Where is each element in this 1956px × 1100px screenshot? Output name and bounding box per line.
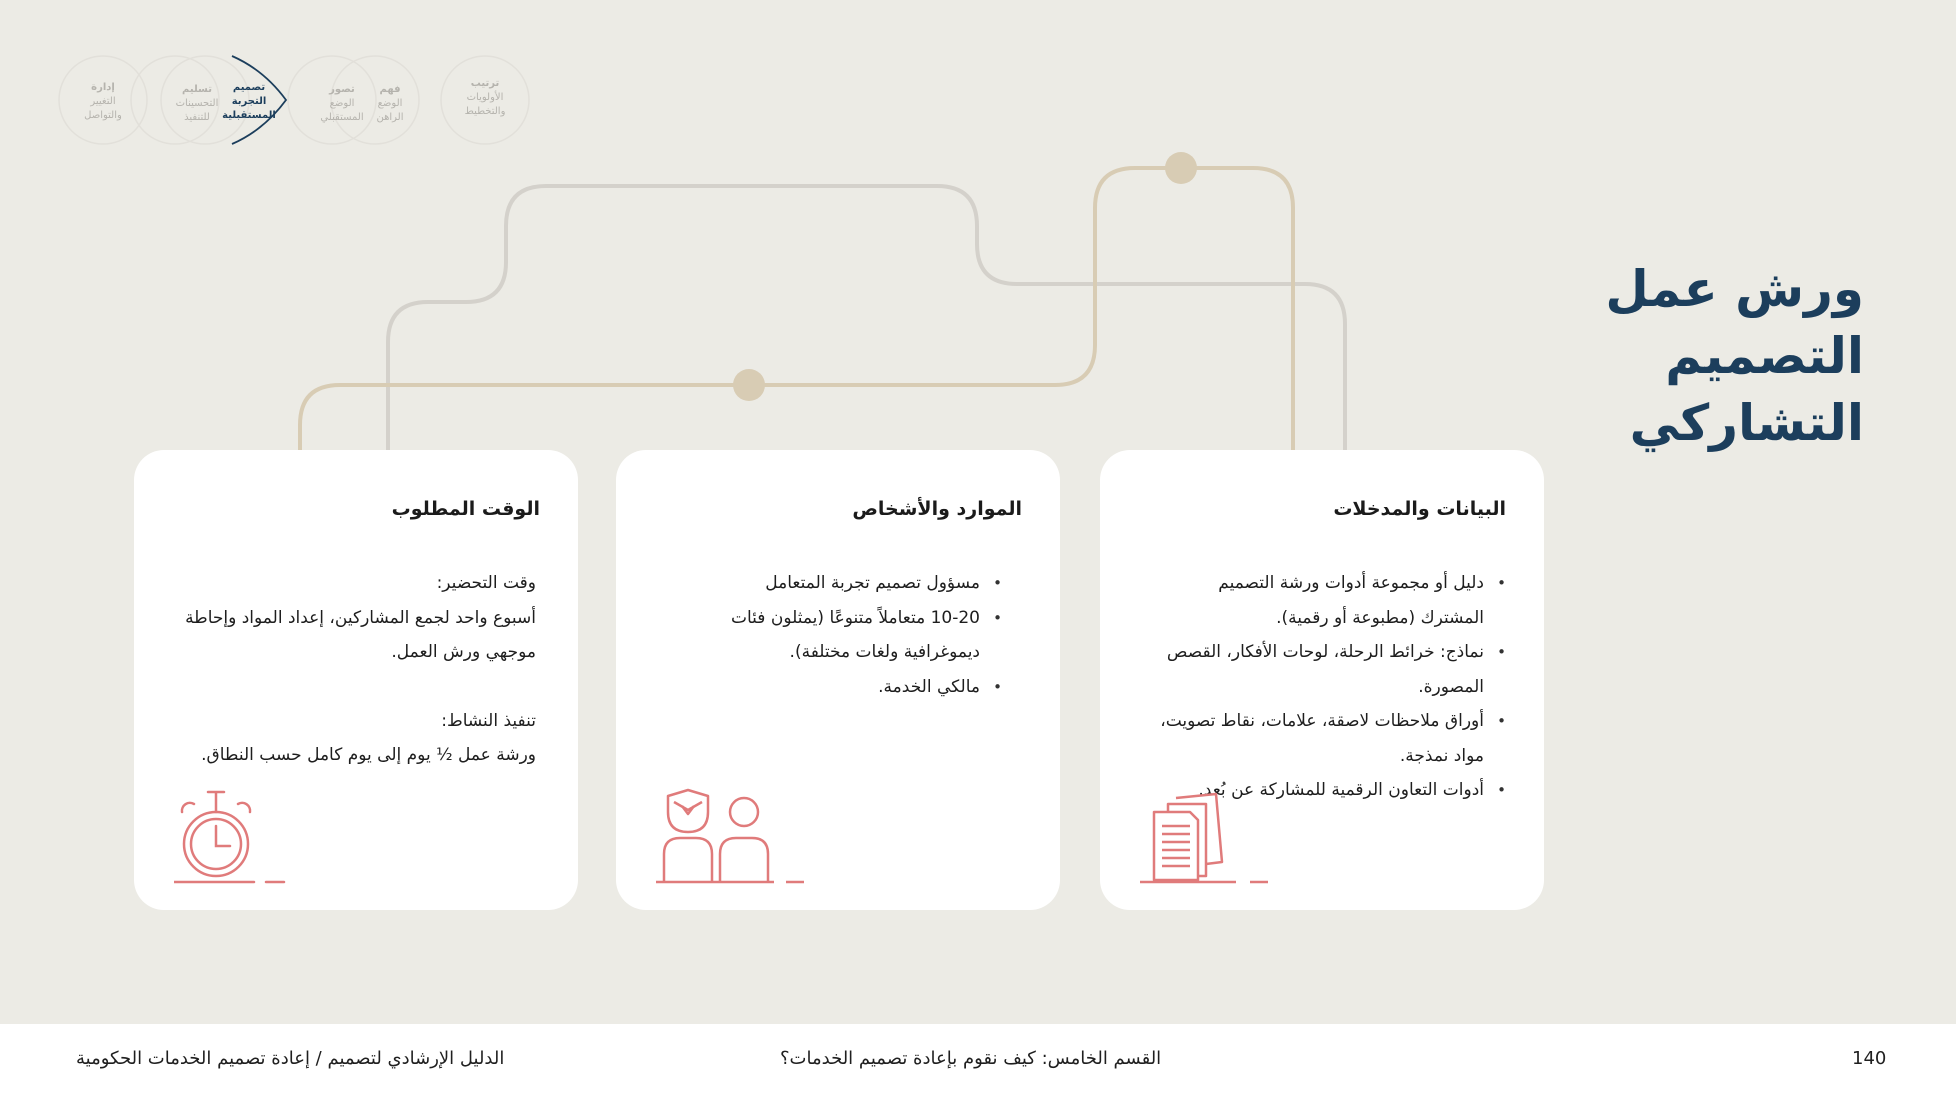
stage-navigator xyxy=(59,56,529,144)
prep-time-label: وقت التحضير: xyxy=(436,573,536,593)
list-item: • نماذج: خرائط الرحلة، لوحات الأفكار، القصص المصورة. xyxy=(1154,635,1484,704)
data-inputs-card xyxy=(1100,450,1544,910)
resources-people-card xyxy=(616,450,1060,910)
stage-6-title: إدارة xyxy=(91,82,115,93)
footer xyxy=(0,1024,1956,1100)
footer-guide-title: الدليل الإرشادي لتصميم / إعادة تصميم الخدمات الحكومية xyxy=(76,1048,505,1069)
stage-5-sub2: للتنفيذ xyxy=(184,112,210,123)
stage-1-sub2: والتخطيط xyxy=(464,106,506,117)
documents-icon xyxy=(1140,788,1280,884)
page-number: 140 xyxy=(1852,1048,1887,1069)
stage-1-title: ترتيب xyxy=(470,78,500,89)
stage-1-sub1: الأولويات xyxy=(466,92,504,103)
stage-4-title: تصميم xyxy=(232,82,266,93)
people-icon xyxy=(656,788,806,884)
stage-4-sub1: التجربة xyxy=(231,96,267,107)
stage-6-sub2: والتواصل xyxy=(84,110,122,121)
time-required-text xyxy=(166,566,536,773)
list-item: • أدوات التعاون الرقمية للمشاركة عن بُعد. xyxy=(1154,773,1484,808)
list-item: • أوراق ملاحظات لاصقة، علامات، نقاط تصويت، مواد نمذجة. xyxy=(1154,704,1484,773)
list-item: • مالكي الخدمة. xyxy=(680,670,980,705)
time-required-heading: الوقت المطلوب xyxy=(391,498,540,520)
page-title-line-2: التصميم xyxy=(1665,327,1864,385)
page-title xyxy=(1564,256,1864,457)
stage-3-sub2: المستقبلي xyxy=(320,112,364,123)
resources-people-list xyxy=(680,566,1002,704)
stage-4-sub2: المستقبلية xyxy=(222,110,276,121)
stage-2-title: فهم xyxy=(379,84,401,95)
resources-people-heading: الموارد والأشخاص xyxy=(852,498,1022,520)
stage-5-sub1: التحسينات xyxy=(175,98,219,109)
prep-time-value: أسبوع واحد لجمع المشاركين، إعداد المواد وإحاطة موجهي ورش العمل. xyxy=(185,607,536,662)
list-item: • 10-20 متعاملاً متنوعًا (يمثلون فئات ديموغرافية ولغات مختلفة). xyxy=(680,601,980,670)
stage-3-sub1: الوضع xyxy=(329,98,355,109)
connector-grey-line xyxy=(388,186,1345,450)
connector-beige-line xyxy=(300,168,1293,450)
connector-dot-middle xyxy=(733,369,765,401)
stage-3-title: تصور xyxy=(329,84,355,95)
connector-dot-top xyxy=(1165,152,1197,184)
execution-value: ورشة عمل ½ يوم إلى يوم كامل حسب النطاق. xyxy=(201,745,536,765)
footer-section-title: القسم الخامس: كيف نقوم بإعادة تصميم الخدمات؟ xyxy=(780,1048,1162,1069)
execution-label: تنفيذ النشاط: xyxy=(441,710,536,731)
data-inputs-heading: البيانات والمدخلات xyxy=(1333,498,1506,520)
stage-5-title: تسليم xyxy=(182,84,212,95)
list-item: • مسؤول تصميم تجربة المتعامل xyxy=(680,566,980,601)
list-item: • دليل أو مجموعة أدوات ورشة التصميم المشترك (مطبوعة أو رقمية). xyxy=(1154,566,1484,635)
stage-6-sub1: التغيير xyxy=(90,96,116,107)
stopwatch-icon xyxy=(174,788,294,884)
page-title-line-3: التشاركي xyxy=(1629,394,1864,452)
data-inputs-list xyxy=(1154,566,1506,808)
time-required-card xyxy=(134,450,578,910)
stage-2-sub1: الوضع xyxy=(377,98,403,109)
stage-2-sub2: الراهن xyxy=(376,112,404,123)
page-title-line-1: ورش عمل xyxy=(1605,260,1864,318)
